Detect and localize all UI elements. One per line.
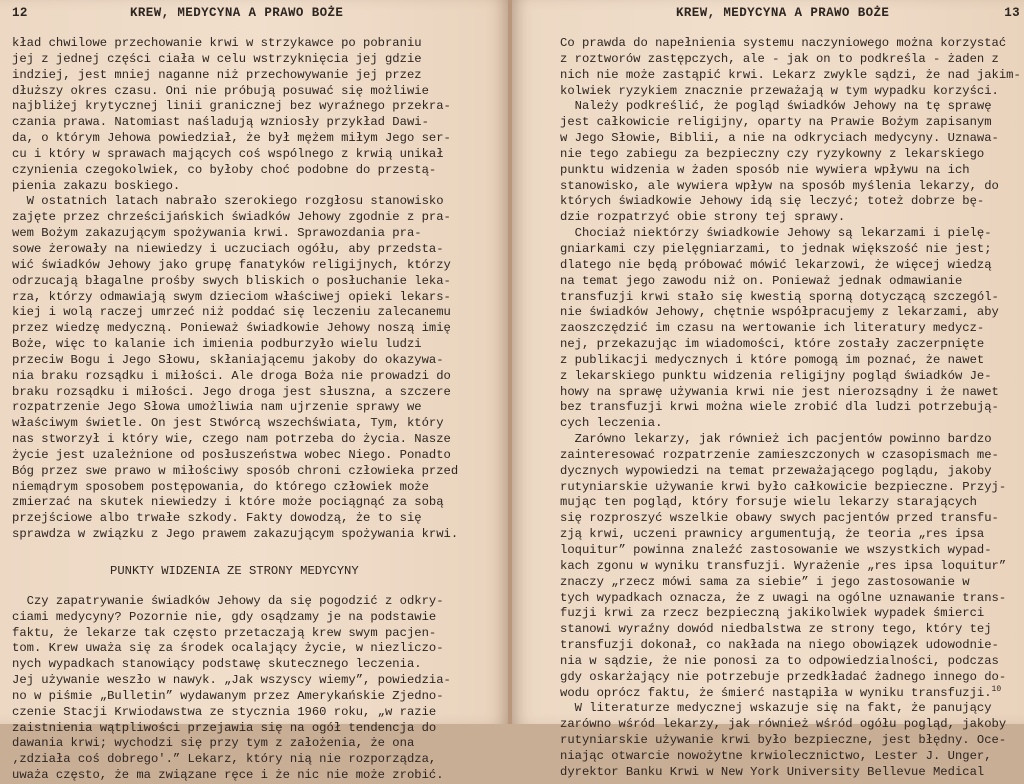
text-line: no w piśmie „Bulletin” wydawanym przez Amerykańskie Zjedno- (12, 688, 444, 703)
left-page (0, 0, 510, 783)
left-page-header (12, 6, 496, 24)
text-line: Chociaż niektórzy świadkowie Jehowy są lekarzami i pielę- (560, 226, 992, 241)
text-line: przeciw Bogu i Jego Słowu, skłaniającemu jakoby do okazywa- (12, 352, 444, 367)
text-line: których świadkowie Jehowy idą się leczyć; toteż dobrze bę- (560, 194, 985, 209)
text-line: stanowi wyraźny dowód niedbalstwa ze strony tego, który tej (560, 622, 992, 637)
text-line: faktu, że lekarze tak często przetaczają krew swym pacjen- (12, 625, 437, 640)
text-line: punktu widzenia w żaden sposób nie wywiera wpływu na ich (560, 162, 970, 177)
section-heading: PUNKTY WIDZENIA ZE STRONY MEDYCYNY (110, 564, 359, 578)
text-line: czania prawa. Natomiast naśladują wzniosły przykład Dawi- (12, 115, 429, 130)
text-line: gdy oskarżający nie potrzebuje przedkładać żadnego innego do- (560, 669, 1007, 684)
footnote-reference: 10 (991, 684, 1002, 694)
text-line: niając otwarcie nowożytne krwiolecznictwo, Lester J. Unger, (560, 748, 992, 763)
text-line: loquitur” powinna znaleźć zastosowanie we wszystkich wypad- (560, 543, 992, 557)
text-line: rozpatrzenie Jego Słowa umożliwia nam ujrzenie sprawy we (12, 400, 422, 415)
text-line: odrzucają błagalne prośby swych bliskich o posłuchanie leka- (12, 273, 451, 288)
text-line: dyrektor Banku Krwi w New York University Bellevue Medical (560, 764, 985, 779)
text-line: braku rozsądku i miłości. Jego droga jest słuszna, a szczere (12, 384, 451, 399)
text-line: Zarówno lekarzy, jak również ich pacjentów powinno bardzo (560, 432, 992, 447)
text-line: pienia zakazu boskiego. (12, 178, 181, 193)
text-line: zainteresować rozpatrzenie zamieszczonych w czasopismach me- (560, 447, 999, 462)
text-line: tom. Krew uważa się za środek ocalający życie, w niezliczo- (12, 641, 444, 656)
text-line: rutyniarskie używanie krwi było całkowicie bezpieczne. Przyj- (560, 479, 1007, 494)
text-line: przez wiedzę medyczną. Ponieważ świadkowie Jehowy noszą imię (12, 321, 451, 336)
text-line: jest całkowicie religijny, oparty na Prawie Bożym zapisanym (560, 115, 992, 130)
text-line: ciami medycyny? Pozornie nie, gdy osądzamy je na podstawie (12, 609, 437, 624)
left-text-block-after-heading (12, 594, 486, 784)
text-line: transfuzji dokonał, co nakłada na niego obowiązek udowodnie- (560, 638, 999, 653)
text-line: Boże, więc to kalanie ich imienia podburzyło wielu ludzi (12, 337, 422, 352)
text-line: kład chwilowe przechowanie krwi w strzykawce po pobraniu (12, 36, 422, 50)
text-line: na temat jego zawodu niż on. Ponieważ jednak odmawianie (560, 273, 963, 288)
text-line: sowe żerowały na niewiedzy i uczuciach ogółu, aby przedsta- (12, 241, 444, 256)
text-line: z lekarskiego punktu widzenia religijny pogląd świadków Je- (560, 368, 992, 383)
text-line: Jej używanie weszło w nawyk. „Jak wszyscy wiemy”, powiedzia- (12, 673, 451, 688)
text-line: zajęte przez chrześcijańskich świadków Jehowy zgodnie z pra- (12, 210, 451, 225)
text-line: dlatego nie będą próbować mówić lekarzowi, że więcej wiedzą (560, 257, 992, 272)
footnote-line-text: wodu oprócz faktu, że śmierć nastąpiła w wyniku transfuzji. (560, 685, 992, 700)
text-line: cu i który w sprawach mających coś wspólnego z krwią unikał (12, 146, 444, 161)
text-line: uważa często, że ma związane ręce i że nic nie może zrobić. (12, 768, 444, 783)
text-line: w Jego Słowie, Biblii, a nie na odkryciach medycyny. Uznawa- (560, 131, 999, 146)
text-line: przejściowe albo trwałe szkody. Fakty dowodzą, że to się (12, 511, 422, 526)
text-line: zmierzać na skutek niewiedzy i które może pociągnąć za sobą (12, 495, 444, 510)
text-line: da, o którym Jehowa powiedział, że był mężem miłym Jego ser- (12, 131, 451, 146)
text-line: Co prawda do napełnienia systemu naczyniowego można korzystać (560, 36, 1007, 50)
text-line: jej z jednej części ciała w celu wstrzyknięcia jej gdzie (12, 51, 422, 66)
running-title: KREW, MEDYCYNA A PRAWO BOŻE (130, 6, 344, 20)
text-line: dłuższy okres czasu. Oni nie próbują posuwać się możliwie (12, 83, 429, 98)
text-line: tych wypadkach oznacza, że z uwagi na ogólne uznawanie trans- (560, 590, 1007, 605)
text-line: gniarkami czy pielęgniarzami, to jednak większość nie jest; (560, 241, 992, 256)
text-line: znaczy „rzecz mówi sama za siebie” i jego zastosowanie w (560, 574, 970, 589)
text-line: z roztworów zastępczych, ale - jak on to podkreśla - żaden z (560, 51, 999, 66)
text-line: Należy podkreślić, że pogląd świadków Jehowy na tę sprawę (560, 99, 992, 114)
text-line: nia braku rozsądku i miłości. Ale droga Boża nie prowadzi do (12, 368, 451, 383)
text-line: W ostatnich latach nabrało szerokiego rozgłosu stanowisko (12, 194, 444, 209)
text-line: kolwiek ryzykiem znacznie przeważają w tym wypadku korzyści. (560, 83, 999, 98)
right-page (510, 0, 1024, 779)
text-line: rutyniarskie używanie krwi było bezpieczne, jest błędny. Oce- (560, 733, 1007, 748)
text-line: zaistnienia wątpliwości przejawia się na ogół tendencja do (12, 720, 437, 735)
text-line: rza, którzy odmawiają swym dzieciom właściwej opieki lekars- (12, 289, 451, 304)
text-line: się rozproszyć wszelkie obawy swych pacjentów przed transfu- (560, 511, 999, 526)
text-line: kach zgonu w wyniku transfuzji. Wyrażenie „res ipsa loquitur” (560, 558, 1007, 573)
text-line: stanowisko, ale wywiera wpływ na sposób myślenia lekarzy, do (560, 178, 999, 193)
text-line: nas stworzył i który wie, czego nam potrzeba do życia. Nasze (12, 432, 451, 447)
text-line: niemądrym sposobem postępowania, do którego człowiek może (12, 479, 429, 494)
text-line: Bóg przez swe prawo w miłościwy sposób chroni człowieka przed (12, 463, 459, 478)
page-number: 13 (1004, 6, 1020, 20)
text-line: zarówno wśród lekarzy, jak również wśród ogółu pogląd, jakoby (560, 717, 1007, 732)
right-text-block (560, 36, 1021, 686)
text-line: nych wypadkach stanowiący podstawę skutecznego leczenia. (12, 657, 422, 672)
text-line: dawania krwi; wychodzi się przy tym z założenia, że ona (12, 736, 415, 751)
text-line: bez transfuzji krwi można wiele zrobić dla ludzi potrzebują- (560, 400, 999, 415)
text-line: dzie rozpatrzyć obie strony tej sprawy. (560, 210, 846, 225)
running-title: KREW, MEDYCYNA A PRAWO BOŻE (676, 6, 890, 20)
text-line: indziej, jest mniej naganne niż przechowywanie jej przez (12, 67, 422, 82)
text-line: właściwym świetle. On jest Stwórcą wszechświata, Tym, który (12, 416, 444, 431)
text-line: Czy zapatrywanie świadków Jehowy da się pogodzić z odkry- (12, 593, 444, 608)
text-line: nie tego zabiegu za bezpieczny czy ryzykowny z lekarskiego (560, 146, 985, 161)
text-line: czynienia czegokolwiek, co byłoby choć podobne do przestą- (12, 162, 437, 177)
text-line: nie świadków Jehowy, chętnie współpracujemy z lekarzami, aby (560, 305, 999, 320)
text-line: mując ten pogląd, który forsuje wielu lekarzy starających (560, 495, 977, 510)
text-line: wić świadków Jehowy jako grupę fanatyków religijnych, którzy (12, 257, 451, 272)
text-line: ‚zdziała coś dobrego'.” Lekarz, który nią nie rozporządza, (12, 752, 437, 767)
right-page-header (560, 6, 1020, 24)
text-line: howy na sprawę używania krwi nie jest nierozsądny i że nawet (560, 384, 999, 399)
text-line: nich nie może zastąpić krwi. Lekarz zwykle sądzi, że nad jakim- (560, 67, 1021, 82)
text-line: fuzji krwi za rzecz bezpieczną jakikolwiek wypadek śmierci (560, 606, 985, 621)
right-text-block-end (560, 701, 1016, 780)
book-gutter (508, 0, 512, 724)
text-line: życie jest uzależnione od posłuszeństwa wobec Niego. Ponadto (12, 447, 451, 462)
text-line: z publikacji medycznych i które pomogą im poznać, że nawet (560, 352, 985, 367)
text-line: czenie Stacji Krwiodawstwa ze stycznia 1960 roku, „w razie (12, 704, 437, 719)
text-line-with-footnote (560, 686, 1016, 702)
text-line: transfuzji krwi stało się kwestią sporną dotyczącą szczegól- (560, 289, 999, 304)
right-page-body (560, 36, 1021, 781)
text-line: zaoszczędzić im czasu na wertowanie ich literatury medycz- (560, 321, 985, 336)
text-line: zją krwi, uczeni prawnicy argumentują, że teoria „res ipsa (560, 527, 985, 542)
page-number: 12 (12, 6, 28, 20)
text-line: nej, przekazując im wiadomości, które zostały zaczerpnięte (560, 337, 985, 352)
text-line: W literaturze medycznej wskazuje się na fakt, że panujący (560, 701, 992, 716)
text-line: sprawdza w związku z Jego prawem zakazującym spożywania krwi. (12, 527, 459, 542)
left-page-body (12, 36, 486, 784)
text-line: wem Bożym zakazującym spożywania krwi. Sprawozdania pra- (12, 226, 422, 241)
left-text-block (12, 36, 486, 543)
text-line: nia w sądzie, że nie ponosi za to odpowiedzialności, podczas (560, 653, 999, 668)
text-line: cych leczenia. (560, 416, 663, 431)
text-line: kiej i wolą raczej umrzeć niż poddać się leczeniu zalecanemu (12, 305, 451, 320)
text-line: dycznych wypowiedzi na temat przeważającego poglądu, jakoby (560, 463, 992, 478)
text-line: najbliżej krytycznej linii granicznej bez wyraźnego przekra- (12, 99, 451, 114)
